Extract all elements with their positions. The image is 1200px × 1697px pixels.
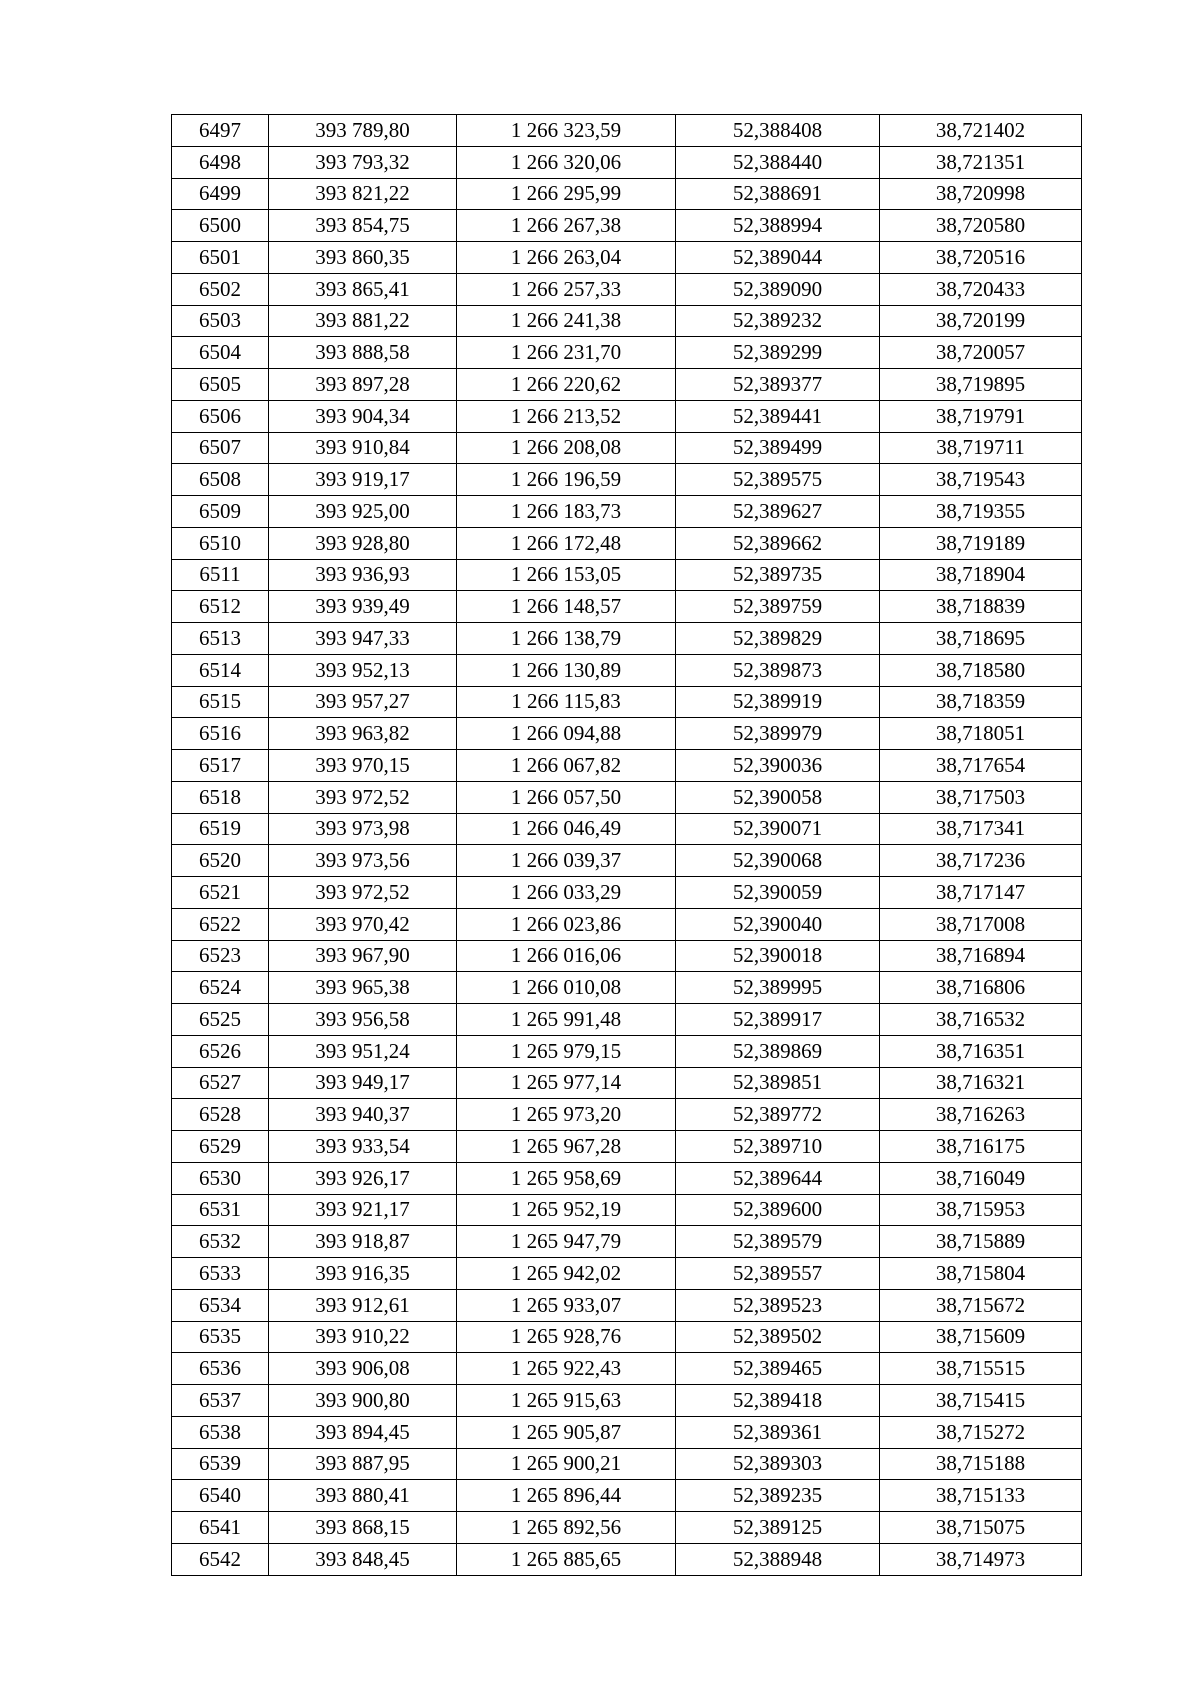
latitude-cell: 52,389869 <box>676 1035 880 1067</box>
point-number-cell: 6498 <box>172 146 269 178</box>
y-coordinate-cell: 1 266 257,33 <box>457 273 676 305</box>
longitude-cell: 38,715188 <box>880 1448 1082 1480</box>
longitude-cell: 38,717147 <box>880 877 1082 909</box>
longitude-cell: 38,715133 <box>880 1480 1082 1512</box>
latitude-cell: 52,389627 <box>676 496 880 528</box>
table-row <box>172 527 1082 559</box>
longitude-cell: 38,717008 <box>880 908 1082 940</box>
y-coordinate-cell: 1 266 220,62 <box>457 369 676 401</box>
y-coordinate-cell: 1 265 991,48 <box>457 1004 676 1036</box>
latitude-cell: 52,389995 <box>676 972 880 1004</box>
table-row <box>172 242 1082 274</box>
longitude-cell: 38,718051 <box>880 718 1082 750</box>
latitude-cell: 52,388994 <box>676 210 880 242</box>
latitude-cell: 52,389299 <box>676 337 880 369</box>
coordinates-table <box>171 114 1082 1576</box>
y-coordinate-cell: 1 265 885,65 <box>457 1543 676 1575</box>
point-number-cell: 6517 <box>172 750 269 782</box>
y-coordinate-cell: 1 266 010,08 <box>457 972 676 1004</box>
point-number-cell: 6506 <box>172 400 269 432</box>
y-coordinate-cell: 1 266 213,52 <box>457 400 676 432</box>
latitude-cell: 52,389759 <box>676 591 880 623</box>
latitude-cell: 52,389710 <box>676 1131 880 1163</box>
x-coordinate-cell: 393 973,98 <box>269 813 457 845</box>
latitude-cell: 52,389418 <box>676 1385 880 1417</box>
y-coordinate-cell: 1 266 183,73 <box>457 496 676 528</box>
table-row <box>172 1289 1082 1321</box>
table-row <box>172 623 1082 655</box>
longitude-cell: 38,720580 <box>880 210 1082 242</box>
latitude-cell: 52,390068 <box>676 845 880 877</box>
point-number-cell: 6522 <box>172 908 269 940</box>
x-coordinate-cell: 393 900,80 <box>269 1385 457 1417</box>
y-coordinate-cell: 1 266 138,79 <box>457 623 676 655</box>
y-coordinate-cell: 1 266 196,59 <box>457 464 676 496</box>
y-coordinate-cell: 1 265 977,14 <box>457 1067 676 1099</box>
longitude-cell: 38,720516 <box>880 242 1082 274</box>
table-row <box>172 178 1082 210</box>
table-row <box>172 1035 1082 1067</box>
table-row <box>172 591 1082 623</box>
longitude-cell: 38,720199 <box>880 305 1082 337</box>
y-coordinate-cell: 1 266 046,49 <box>457 813 676 845</box>
y-coordinate-cell: 1 266 241,38 <box>457 305 676 337</box>
y-coordinate-cell: 1 265 892,56 <box>457 1512 676 1544</box>
longitude-cell: 38,715609 <box>880 1321 1082 1353</box>
x-coordinate-cell: 393 957,27 <box>269 686 457 718</box>
point-number-cell: 6505 <box>172 369 269 401</box>
table-row <box>172 400 1082 432</box>
point-number-cell: 6503 <box>172 305 269 337</box>
y-coordinate-cell: 1 265 896,44 <box>457 1480 676 1512</box>
point-number-cell: 6507 <box>172 432 269 464</box>
longitude-cell: 38,716263 <box>880 1099 1082 1131</box>
table-row <box>172 1131 1082 1163</box>
latitude-cell: 52,389829 <box>676 623 880 655</box>
longitude-cell: 38,721402 <box>880 115 1082 147</box>
point-number-cell: 6541 <box>172 1512 269 1544</box>
longitude-cell: 38,718359 <box>880 686 1082 718</box>
table-row <box>172 1194 1082 1226</box>
latitude-cell: 52,389772 <box>676 1099 880 1131</box>
longitude-cell: 38,715415 <box>880 1385 1082 1417</box>
x-coordinate-cell: 393 910,22 <box>269 1321 457 1353</box>
point-number-cell: 6513 <box>172 623 269 655</box>
x-coordinate-cell: 393 881,22 <box>269 305 457 337</box>
longitude-cell: 38,718695 <box>880 623 1082 655</box>
table-row <box>172 1067 1082 1099</box>
latitude-cell: 52,390040 <box>676 908 880 940</box>
latitude-cell: 52,389917 <box>676 1004 880 1036</box>
y-coordinate-cell: 1 266 023,86 <box>457 908 676 940</box>
latitude-cell: 52,388691 <box>676 178 880 210</box>
latitude-cell: 52,389465 <box>676 1353 880 1385</box>
y-coordinate-cell: 1 266 130,89 <box>457 654 676 686</box>
point-number-cell: 6535 <box>172 1321 269 1353</box>
table-row <box>172 1385 1082 1417</box>
y-coordinate-cell: 1 266 323,59 <box>457 115 676 147</box>
longitude-cell: 38,718839 <box>880 591 1082 623</box>
point-number-cell: 6525 <box>172 1004 269 1036</box>
longitude-cell: 38,715889 <box>880 1226 1082 1258</box>
point-number-cell: 6527 <box>172 1067 269 1099</box>
y-coordinate-cell: 1 266 267,38 <box>457 210 676 242</box>
point-number-cell: 6520 <box>172 845 269 877</box>
table-row <box>172 369 1082 401</box>
point-number-cell: 6511 <box>172 559 269 591</box>
longitude-cell: 38,715804 <box>880 1258 1082 1290</box>
x-coordinate-cell: 393 963,82 <box>269 718 457 750</box>
longitude-cell: 38,714973 <box>880 1543 1082 1575</box>
latitude-cell: 52,389125 <box>676 1512 880 1544</box>
table-row <box>172 1416 1082 1448</box>
latitude-cell: 52,388948 <box>676 1543 880 1575</box>
point-number-cell: 6531 <box>172 1194 269 1226</box>
table-row <box>172 305 1082 337</box>
point-number-cell: 6501 <box>172 242 269 274</box>
x-coordinate-cell: 393 904,34 <box>269 400 457 432</box>
latitude-cell: 52,389557 <box>676 1258 880 1290</box>
latitude-cell: 52,389441 <box>676 400 880 432</box>
point-number-cell: 6519 <box>172 813 269 845</box>
x-coordinate-cell: 393 888,58 <box>269 337 457 369</box>
point-number-cell: 6514 <box>172 654 269 686</box>
point-number-cell: 6509 <box>172 496 269 528</box>
longitude-cell: 38,717654 <box>880 750 1082 782</box>
point-number-cell: 6500 <box>172 210 269 242</box>
x-coordinate-cell: 393 928,80 <box>269 527 457 559</box>
x-coordinate-cell: 393 910,84 <box>269 432 457 464</box>
latitude-cell: 52,389735 <box>676 559 880 591</box>
x-coordinate-cell: 393 970,42 <box>269 908 457 940</box>
table-row <box>172 1512 1082 1544</box>
x-coordinate-cell: 393 887,95 <box>269 1448 457 1480</box>
point-number-cell: 6536 <box>172 1353 269 1385</box>
point-number-cell: 6533 <box>172 1258 269 1290</box>
x-coordinate-cell: 393 912,61 <box>269 1289 457 1321</box>
y-coordinate-cell: 1 265 979,15 <box>457 1035 676 1067</box>
x-coordinate-cell: 393 880,41 <box>269 1480 457 1512</box>
x-coordinate-cell: 393 949,17 <box>269 1067 457 1099</box>
longitude-cell: 38,721351 <box>880 146 1082 178</box>
longitude-cell: 38,716049 <box>880 1162 1082 1194</box>
x-coordinate-cell: 393 967,90 <box>269 940 457 972</box>
y-coordinate-cell: 1 265 967,28 <box>457 1131 676 1163</box>
point-number-cell: 6538 <box>172 1416 269 1448</box>
point-number-cell: 6510 <box>172 527 269 559</box>
x-coordinate-cell: 393 860,35 <box>269 242 457 274</box>
y-coordinate-cell: 1 265 973,20 <box>457 1099 676 1131</box>
x-coordinate-cell: 393 919,17 <box>269 464 457 496</box>
y-coordinate-cell: 1 266 263,04 <box>457 242 676 274</box>
longitude-cell: 38,715672 <box>880 1289 1082 1321</box>
y-coordinate-cell: 1 265 928,76 <box>457 1321 676 1353</box>
point-number-cell: 6526 <box>172 1035 269 1067</box>
longitude-cell: 38,718904 <box>880 559 1082 591</box>
table-row <box>172 273 1082 305</box>
longitude-cell: 38,717341 <box>880 813 1082 845</box>
x-coordinate-cell: 393 936,93 <box>269 559 457 591</box>
longitude-cell: 38,720998 <box>880 178 1082 210</box>
latitude-cell: 52,389851 <box>676 1067 880 1099</box>
table-row <box>172 940 1082 972</box>
y-coordinate-cell: 1 266 295,99 <box>457 178 676 210</box>
table-row <box>172 877 1082 909</box>
y-coordinate-cell: 1 266 208,08 <box>457 432 676 464</box>
longitude-cell: 38,719895 <box>880 369 1082 401</box>
latitude-cell: 52,390018 <box>676 940 880 972</box>
latitude-cell: 52,389502 <box>676 1321 880 1353</box>
table-row <box>172 1226 1082 1258</box>
latitude-cell: 52,389579 <box>676 1226 880 1258</box>
x-coordinate-cell: 393 926,17 <box>269 1162 457 1194</box>
point-number-cell: 6523 <box>172 940 269 972</box>
longitude-cell: 38,717236 <box>880 845 1082 877</box>
point-number-cell: 6521 <box>172 877 269 909</box>
y-coordinate-cell: 1 265 933,07 <box>457 1289 676 1321</box>
x-coordinate-cell: 393 854,75 <box>269 210 457 242</box>
x-coordinate-cell: 393 793,32 <box>269 146 457 178</box>
x-coordinate-cell: 393 848,45 <box>269 1543 457 1575</box>
point-number-cell: 6537 <box>172 1385 269 1417</box>
point-number-cell: 6512 <box>172 591 269 623</box>
longitude-cell: 38,715953 <box>880 1194 1082 1226</box>
longitude-cell: 38,720057 <box>880 337 1082 369</box>
x-coordinate-cell: 393 972,52 <box>269 877 457 909</box>
latitude-cell: 52,390036 <box>676 750 880 782</box>
x-coordinate-cell: 393 947,33 <box>269 623 457 655</box>
longitude-cell: 38,716175 <box>880 1131 1082 1163</box>
x-coordinate-cell: 393 940,37 <box>269 1099 457 1131</box>
longitude-cell: 38,718580 <box>880 654 1082 686</box>
x-coordinate-cell: 393 925,00 <box>269 496 457 528</box>
longitude-cell: 38,716321 <box>880 1067 1082 1099</box>
x-coordinate-cell: 393 972,52 <box>269 781 457 813</box>
longitude-cell: 38,716894 <box>880 940 1082 972</box>
longitude-cell: 38,716351 <box>880 1035 1082 1067</box>
point-number-cell: 6508 <box>172 464 269 496</box>
table-row <box>172 1480 1082 1512</box>
latitude-cell: 52,390071 <box>676 813 880 845</box>
point-number-cell: 6499 <box>172 178 269 210</box>
latitude-cell: 52,390058 <box>676 781 880 813</box>
y-coordinate-cell: 1 265 915,63 <box>457 1385 676 1417</box>
latitude-cell: 52,390059 <box>676 877 880 909</box>
y-coordinate-cell: 1 266 320,06 <box>457 146 676 178</box>
latitude-cell: 52,389523 <box>676 1289 880 1321</box>
point-number-cell: 6534 <box>172 1289 269 1321</box>
latitude-cell: 52,389232 <box>676 305 880 337</box>
x-coordinate-cell: 393 921,17 <box>269 1194 457 1226</box>
latitude-cell: 52,389873 <box>676 654 880 686</box>
table-row <box>172 781 1082 813</box>
table-row <box>172 686 1082 718</box>
y-coordinate-cell: 1 266 016,06 <box>457 940 676 972</box>
table-row <box>172 718 1082 750</box>
longitude-cell: 38,720433 <box>880 273 1082 305</box>
latitude-cell: 52,389662 <box>676 527 880 559</box>
latitude-cell: 52,389979 <box>676 718 880 750</box>
latitude-cell: 52,389361 <box>676 1416 880 1448</box>
longitude-cell: 38,719189 <box>880 527 1082 559</box>
latitude-cell: 52,389044 <box>676 242 880 274</box>
table-row <box>172 210 1082 242</box>
point-number-cell: 6515 <box>172 686 269 718</box>
table-row <box>172 908 1082 940</box>
x-coordinate-cell: 393 865,41 <box>269 273 457 305</box>
y-coordinate-cell: 1 265 958,69 <box>457 1162 676 1194</box>
longitude-cell: 38,715515 <box>880 1353 1082 1385</box>
table-row <box>172 559 1082 591</box>
x-coordinate-cell: 393 952,13 <box>269 654 457 686</box>
latitude-cell: 52,389499 <box>676 432 880 464</box>
point-number-cell: 6497 <box>172 115 269 147</box>
table-row <box>172 972 1082 1004</box>
coordinates-table-body <box>172 115 1082 1576</box>
x-coordinate-cell: 393 970,15 <box>269 750 457 782</box>
table-row <box>172 1448 1082 1480</box>
y-coordinate-cell: 1 265 942,02 <box>457 1258 676 1290</box>
point-number-cell: 6539 <box>172 1448 269 1480</box>
x-coordinate-cell: 393 789,80 <box>269 115 457 147</box>
latitude-cell: 52,388440 <box>676 146 880 178</box>
longitude-cell: 38,715075 <box>880 1512 1082 1544</box>
y-coordinate-cell: 1 265 947,79 <box>457 1226 676 1258</box>
longitude-cell: 38,719543 <box>880 464 1082 496</box>
table-row <box>172 813 1082 845</box>
table-row <box>172 1543 1082 1575</box>
latitude-cell: 52,388408 <box>676 115 880 147</box>
point-number-cell: 6504 <box>172 337 269 369</box>
y-coordinate-cell: 1 265 922,43 <box>457 1353 676 1385</box>
point-number-cell: 6540 <box>172 1480 269 1512</box>
latitude-cell: 52,389919 <box>676 686 880 718</box>
point-number-cell: 6532 <box>172 1226 269 1258</box>
latitude-cell: 52,389090 <box>676 273 880 305</box>
x-coordinate-cell: 393 973,56 <box>269 845 457 877</box>
latitude-cell: 52,389600 <box>676 1194 880 1226</box>
x-coordinate-cell: 393 965,38 <box>269 972 457 1004</box>
latitude-cell: 52,389235 <box>676 1480 880 1512</box>
y-coordinate-cell: 1 265 900,21 <box>457 1448 676 1480</box>
y-coordinate-cell: 1 266 033,29 <box>457 877 676 909</box>
x-coordinate-cell: 393 939,49 <box>269 591 457 623</box>
y-coordinate-cell: 1 266 148,57 <box>457 591 676 623</box>
table-row <box>172 845 1082 877</box>
longitude-cell: 38,715272 <box>880 1416 1082 1448</box>
y-coordinate-cell: 1 266 039,37 <box>457 845 676 877</box>
x-coordinate-cell: 393 916,35 <box>269 1258 457 1290</box>
y-coordinate-cell: 1 266 153,05 <box>457 559 676 591</box>
latitude-cell: 52,389575 <box>676 464 880 496</box>
table-row <box>172 654 1082 686</box>
x-coordinate-cell: 393 956,58 <box>269 1004 457 1036</box>
point-number-cell: 6502 <box>172 273 269 305</box>
table-row <box>172 146 1082 178</box>
longitude-cell: 38,716532 <box>880 1004 1082 1036</box>
x-coordinate-cell: 393 868,15 <box>269 1512 457 1544</box>
latitude-cell: 52,389303 <box>676 1448 880 1480</box>
latitude-cell: 52,389377 <box>676 369 880 401</box>
y-coordinate-cell: 1 265 905,87 <box>457 1416 676 1448</box>
longitude-cell: 38,719711 <box>880 432 1082 464</box>
longitude-cell: 38,716806 <box>880 972 1082 1004</box>
table-row <box>172 1162 1082 1194</box>
x-coordinate-cell: 393 951,24 <box>269 1035 457 1067</box>
point-number-cell: 6516 <box>172 718 269 750</box>
longitude-cell: 38,717503 <box>880 781 1082 813</box>
table-row <box>172 1353 1082 1385</box>
table-row <box>172 1321 1082 1353</box>
x-coordinate-cell: 393 894,45 <box>269 1416 457 1448</box>
y-coordinate-cell: 1 266 094,88 <box>457 718 676 750</box>
table-row <box>172 432 1082 464</box>
longitude-cell: 38,719791 <box>880 400 1082 432</box>
y-coordinate-cell: 1 266 067,82 <box>457 750 676 782</box>
y-coordinate-cell: 1 266 115,83 <box>457 686 676 718</box>
x-coordinate-cell: 393 906,08 <box>269 1353 457 1385</box>
table-row <box>172 464 1082 496</box>
table-row <box>172 496 1082 528</box>
x-coordinate-cell: 393 897,28 <box>269 369 457 401</box>
point-number-cell: 6542 <box>172 1543 269 1575</box>
table-row <box>172 750 1082 782</box>
x-coordinate-cell: 393 821,22 <box>269 178 457 210</box>
point-number-cell: 6528 <box>172 1099 269 1131</box>
y-coordinate-cell: 1 266 057,50 <box>457 781 676 813</box>
latitude-cell: 52,389644 <box>676 1162 880 1194</box>
table-row <box>172 115 1082 147</box>
longitude-cell: 38,719355 <box>880 496 1082 528</box>
point-number-cell: 6524 <box>172 972 269 1004</box>
point-number-cell: 6530 <box>172 1162 269 1194</box>
x-coordinate-cell: 393 918,87 <box>269 1226 457 1258</box>
table-row <box>172 1258 1082 1290</box>
table-row <box>172 1004 1082 1036</box>
y-coordinate-cell: 1 265 952,19 <box>457 1194 676 1226</box>
table-row <box>172 1099 1082 1131</box>
y-coordinate-cell: 1 266 231,70 <box>457 337 676 369</box>
y-coordinate-cell: 1 266 172,48 <box>457 527 676 559</box>
x-coordinate-cell: 393 933,54 <box>269 1131 457 1163</box>
point-number-cell: 6518 <box>172 781 269 813</box>
point-number-cell: 6529 <box>172 1131 269 1163</box>
table-row <box>172 337 1082 369</box>
